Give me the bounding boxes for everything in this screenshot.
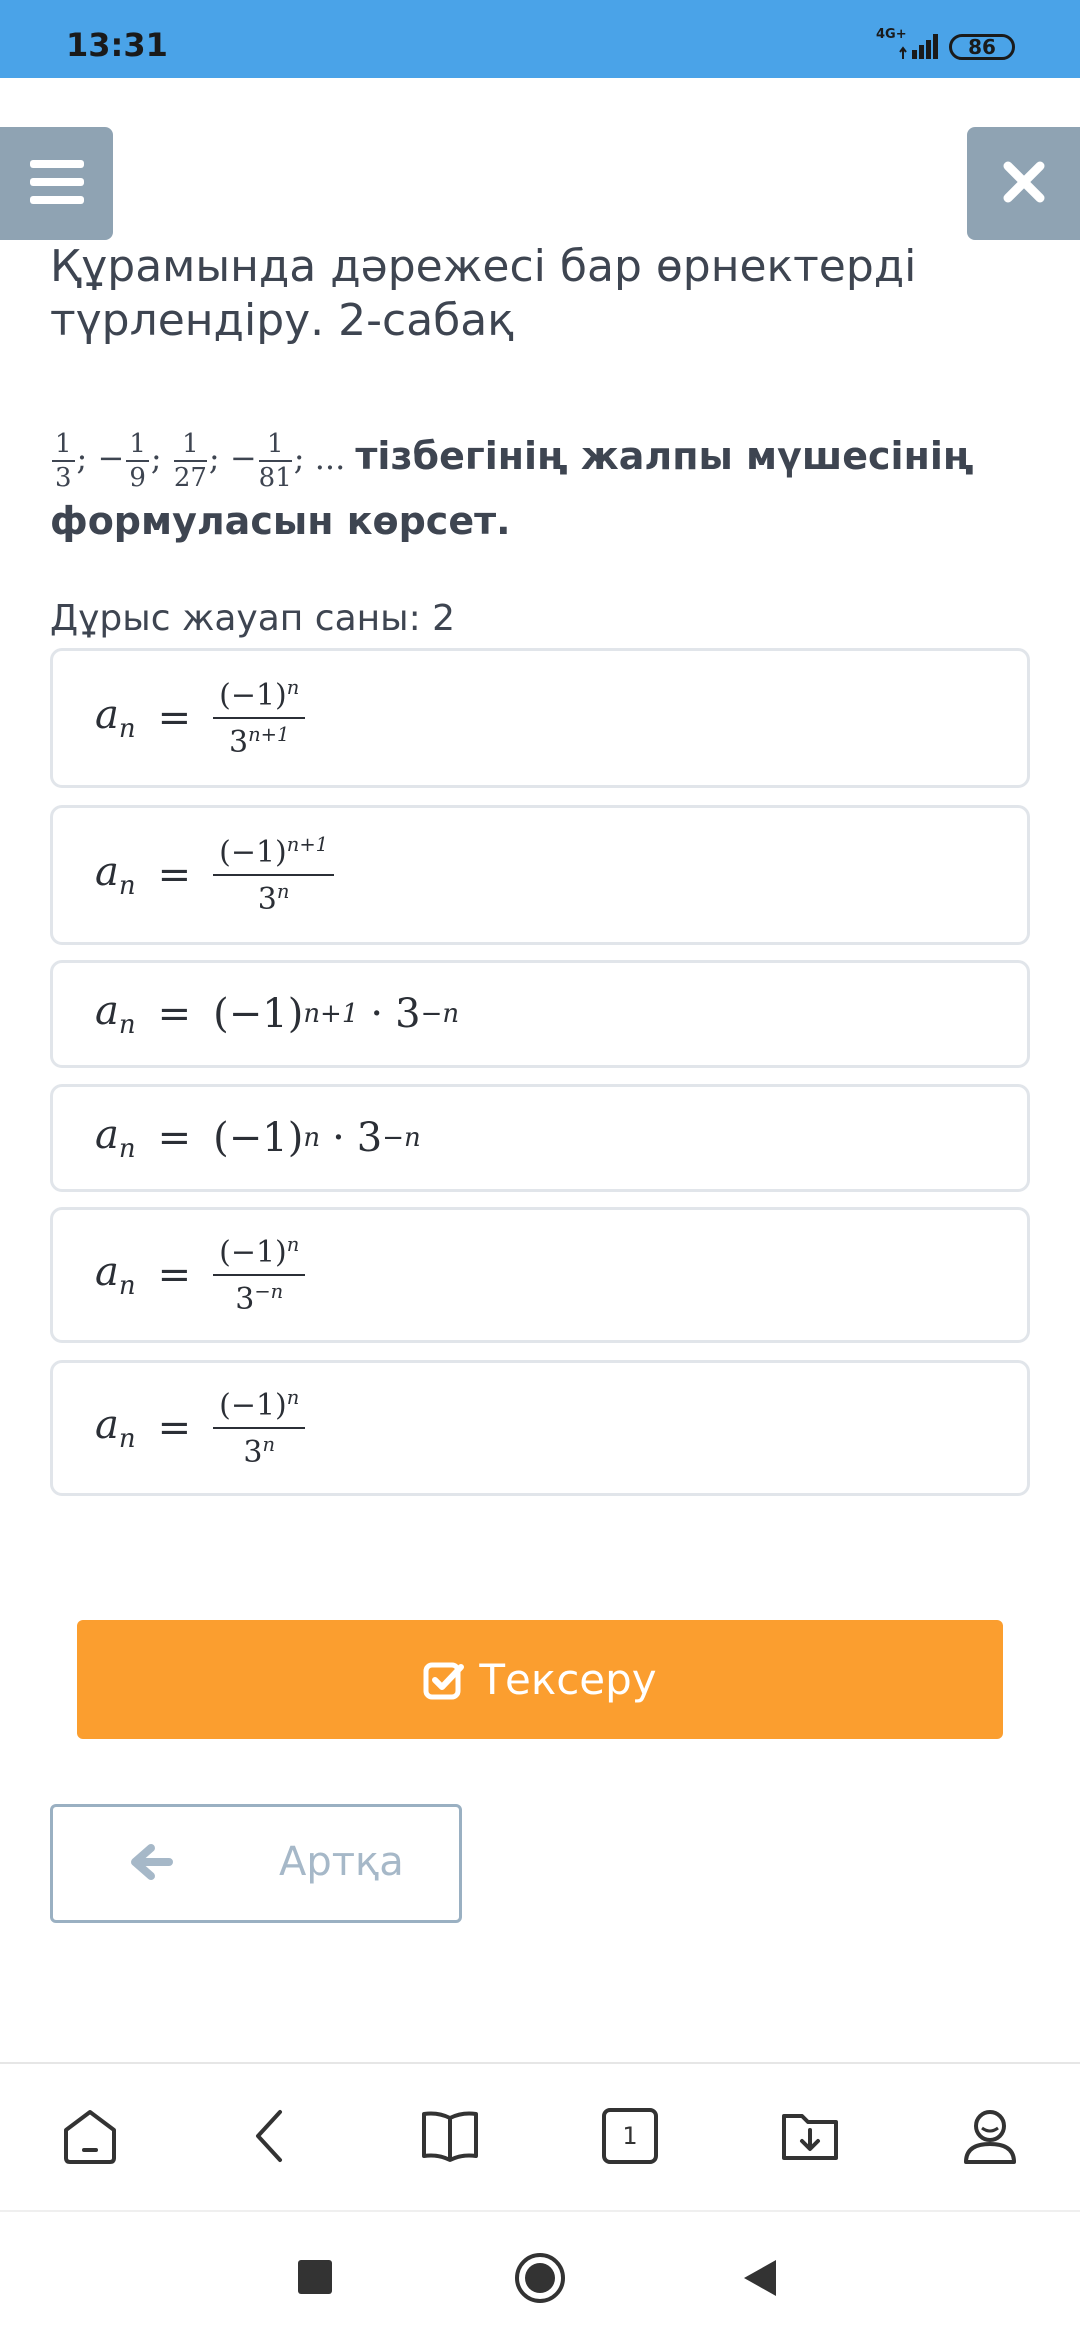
answer-option-1[interactable] bbox=[50, 648, 1030, 788]
tabs-icon[interactable] bbox=[598, 2104, 662, 2168]
answer-option-5[interactable] bbox=[50, 1207, 1030, 1343]
close-icon bbox=[1002, 160, 1046, 208]
status-time: 13:31 bbox=[66, 26, 168, 64]
profile-icon[interactable] bbox=[958, 2104, 1022, 2168]
correct-answer-count: Дұрыс жауап саны: 2 bbox=[50, 598, 456, 639]
question-text: тізбегінің жалпы мүшесінің формуласын көрсет. bbox=[50, 434, 974, 543]
answer-option-6[interactable] bbox=[50, 1360, 1030, 1496]
download-folder-icon[interactable] bbox=[778, 2104, 842, 2168]
book-icon[interactable] bbox=[418, 2104, 482, 2168]
back-button-label: Артқа bbox=[279, 1839, 404, 1885]
check-button-label: Тексеру bbox=[479, 1655, 657, 1704]
close-button[interactable] bbox=[967, 127, 1080, 240]
recents-icon[interactable] bbox=[298, 2260, 332, 2294]
formula: $a_n$ = (−1) n · 3 −n bbox=[95, 1112, 421, 1164]
sequence-term-2: $\frac{1}{9}$ bbox=[126, 431, 149, 491]
home-icon[interactable] bbox=[514, 2252, 566, 2304]
sequence-term-3: $\frac{1}{27}$ bbox=[173, 428, 207, 493]
formula: $a_n$ = $\frac{(-1)^n}{3^n}$ bbox=[95, 1386, 305, 1470]
network-type: 4G+ bbox=[876, 27, 907, 42]
status-bar bbox=[0, 0, 1080, 78]
system-nav-bar bbox=[0, 2210, 1080, 2342]
page-title: Құрамында дәрежесі бар өрнектерді түрлендіру. 2-сабақ bbox=[50, 241, 917, 346]
battery-indicator: 86 bbox=[949, 34, 1015, 60]
tabs-count: 1 bbox=[622, 2122, 638, 2150]
formula: $a_n$ = $\frac{(-1)^n}{3^{n+1}}$ bbox=[95, 676, 305, 760]
question bbox=[50, 426, 1040, 551]
back-icon[interactable] bbox=[742, 2258, 778, 2298]
checkbox-icon bbox=[423, 1659, 465, 1701]
hamburger-icon bbox=[30, 160, 84, 208]
check-button[interactable] bbox=[77, 1620, 1003, 1739]
sequence-term-4: $\frac{1}{81}$ bbox=[258, 428, 292, 493]
formula: $a_n$ = $\frac{(-1)^n}{3^{-n}}$ bbox=[95, 1233, 305, 1317]
answer-option-4[interactable] bbox=[50, 1084, 1030, 1192]
answer-option-2[interactable] bbox=[50, 805, 1030, 945]
formula: $a_n$ = $\frac{(-1)^{n+1}}{3^n}$ bbox=[95, 833, 334, 917]
answer-option-3[interactable] bbox=[50, 960, 1030, 1068]
signal-icon bbox=[898, 30, 944, 64]
home-icon[interactable] bbox=[58, 2104, 122, 2168]
formula: $a_n$ = (−1) n+1 · 3 −n bbox=[95, 988, 460, 1040]
sequence-ellipsis: ... bbox=[314, 439, 346, 477]
back-button[interactable] bbox=[50, 1804, 462, 1923]
browser-bottom-nav bbox=[0, 2062, 1080, 2212]
sequence-term-1: $\frac{1}{3}$ bbox=[52, 431, 75, 491]
menu-button[interactable] bbox=[0, 127, 113, 240]
arrow-left-icon bbox=[129, 1840, 173, 1894]
sequence-expression: $\frac{1}{3}$ ; − $\frac{1}{9}$ ; $\frac{1}{27}$ ; − $\frac{1}{81}$ ; ... bbox=[50, 439, 355, 477]
back-chevron-icon[interactable] bbox=[238, 2104, 302, 2168]
